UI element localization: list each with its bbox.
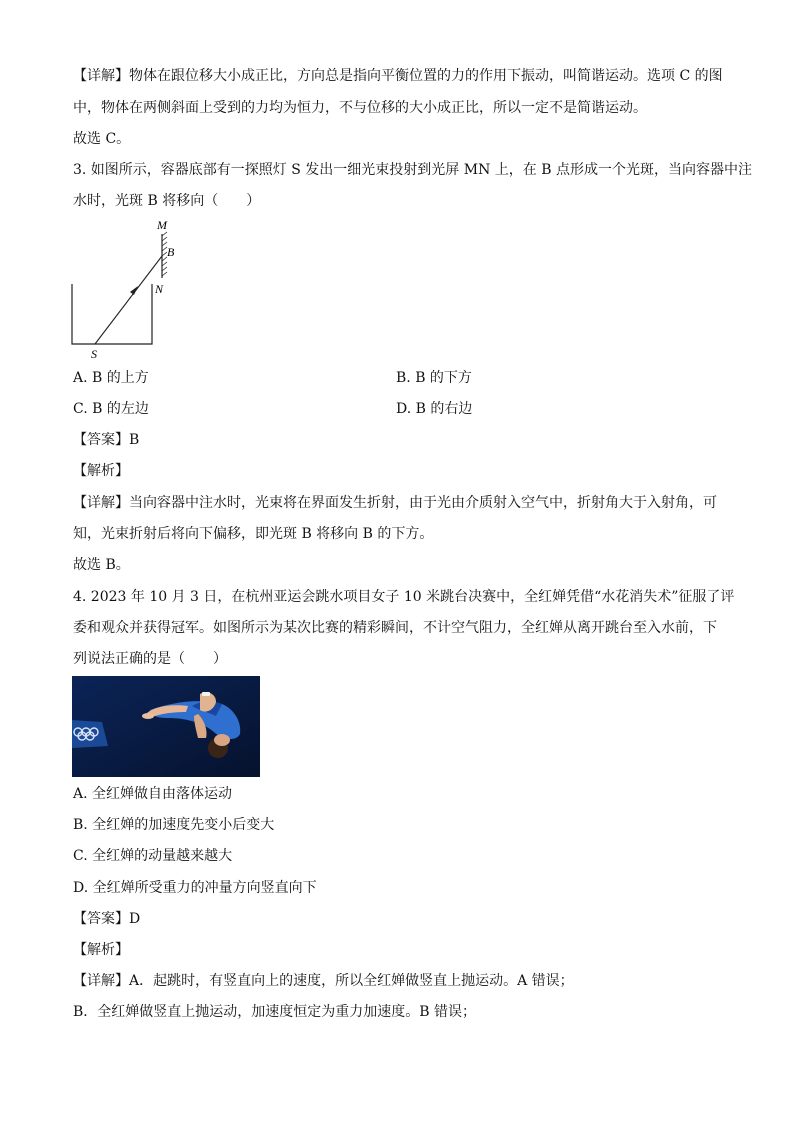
q3-analysis-heading: 【解析】 <box>73 463 129 479</box>
q4-answer: 【答案】D <box>73 911 141 927</box>
q3-detail-line-1: 【详解】当向容器中注水时，光束将在界面发生折射，由于光由介质射入空气中，折射角大于入射角，可 <box>73 495 717 511</box>
q3-option-d: D. B 的右边 <box>396 401 473 417</box>
q4-option-d: D. 全红婵所受重力的冲量方向竖直向下 <box>73 880 317 896</box>
label-s: S <box>91 347 97 361</box>
q4-option-b: B. 全红婵的加速度先变小后变大 <box>73 817 275 833</box>
q3-stem-line-1: 3. 如图所示，容器底部有一探照灯 S 发出一细光束投射到光屏 MN 上，在 B 点形成一个光斑，当向容器中注 <box>73 162 752 178</box>
q4-detail-line-2: B．全红婵做竖直上抛运动，加速度恒定为重力加速度。B 错误； <box>73 1004 477 1020</box>
q2-detail-line-2: 中，物体在两侧斜面上受到的力均为恒力，不与位移的大小成正比，所以一定不是简谐运动。 <box>73 100 647 116</box>
q4-stem-line-3: 列说法正确的是（ ） <box>73 651 227 667</box>
q4-detail-line-1: 【详解】A．起跳时，有竖直向上的速度，所以全红婵做竖直上抛运动。A 错误； <box>73 973 574 989</box>
q3-option-c: C. B 的左边 <box>73 401 149 417</box>
q3-answer: 【答案】B <box>73 432 140 448</box>
q3-container-diagram <box>64 216 194 362</box>
q2-conclusion: 故选 C。 <box>73 131 131 147</box>
q2-detail-line-1: 【详解】物体在跟位移大小成正比，方向总是指向平衡位置的力的作用下振动，叫简谐运动。选项 C 的图 <box>73 68 723 84</box>
diver-photo <box>72 676 260 777</box>
q4-option-a: A. 全红婵做自由落体运动 <box>73 786 233 802</box>
diver-photo-illustration <box>72 676 260 777</box>
ray-arrowhead <box>130 286 138 295</box>
q3-detail-line-2: 知，光束折射后将向下偏移，即光斑 B 将移向 B 的下方。 <box>73 526 434 542</box>
label-n: N <box>155 282 164 296</box>
container-outline <box>72 284 152 344</box>
q4-stem-line-2: 委和观众并获得冠军。如图所示为某次比赛的精彩瞬间，不计空气阻力，全红婵从离开跳台至入水前，下 <box>73 620 717 636</box>
q3-stem-line-2: 水时，光斑 B 将移向（ ） <box>73 193 261 209</box>
label-b: B <box>167 245 175 259</box>
q4-analysis-heading: 【解析】 <box>73 942 129 958</box>
q4-option-c: C. 全红婵的动量越来越大 <box>73 848 233 864</box>
q3-conclusion: 故选 B。 <box>73 557 130 573</box>
label-m: M <box>157 218 167 232</box>
q4-stem-line-1: 4. 2023 年 10 月 3 日，在杭州亚运会跳水项目女子 10 米跳台决赛中，全红婵凭借“水花消失术”征服了评 <box>73 589 735 605</box>
q3-option-b: B. B 的下方 <box>396 370 472 386</box>
q3-option-a: A. B 的上方 <box>73 370 149 386</box>
